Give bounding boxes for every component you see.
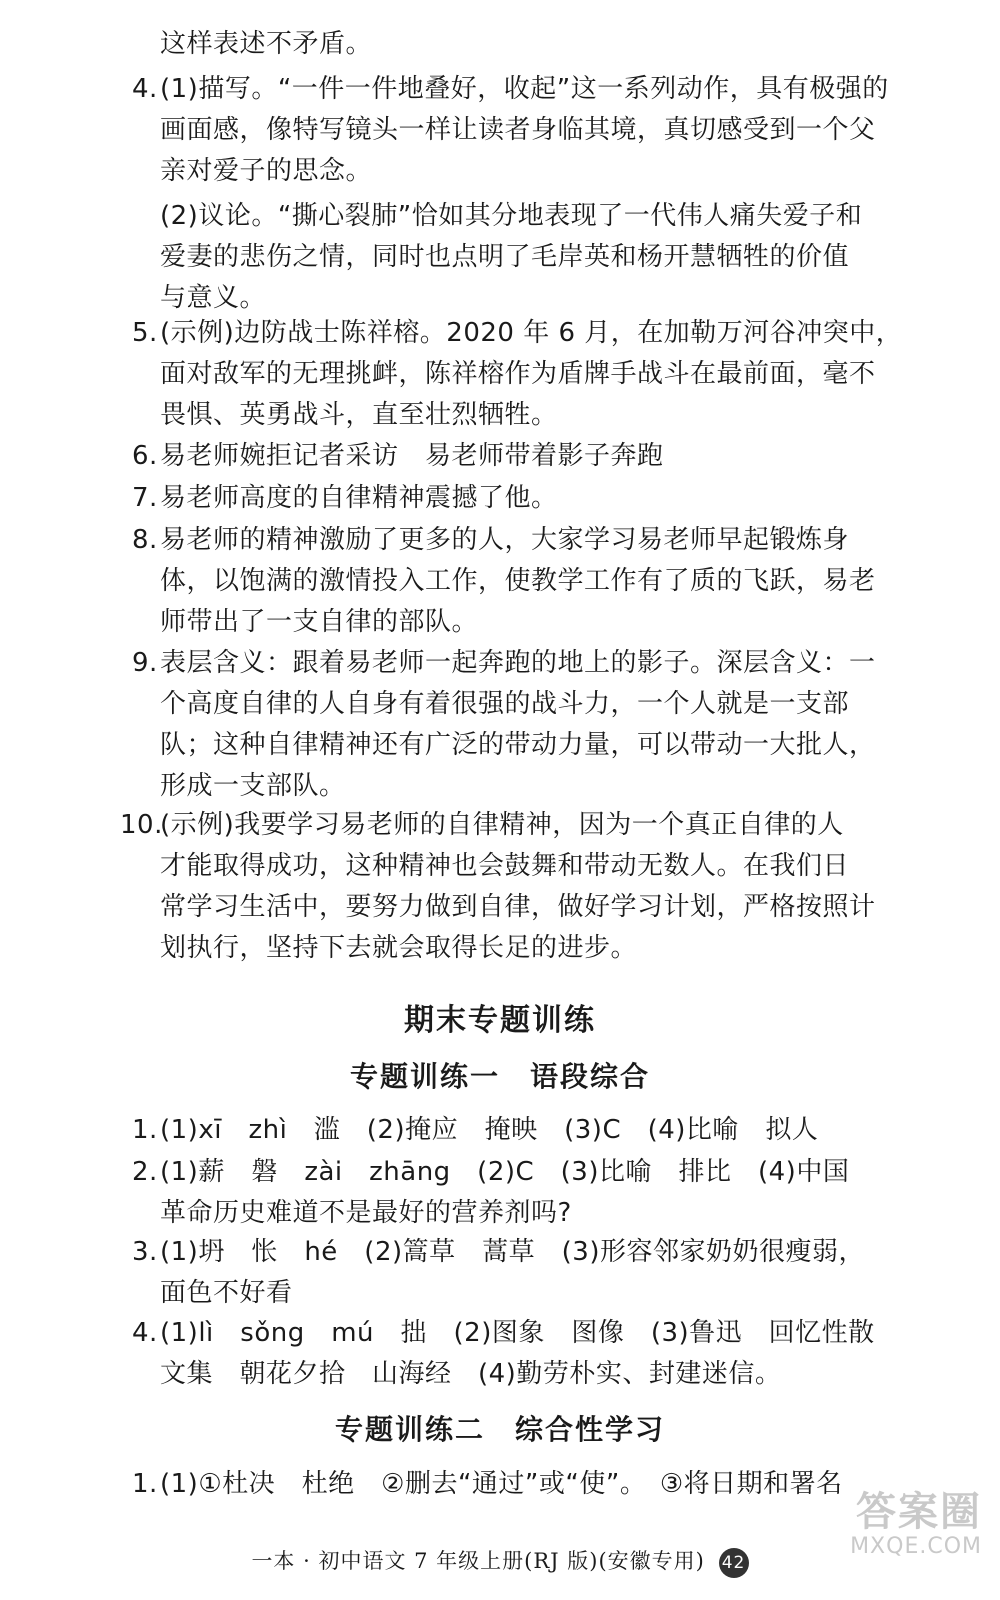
text-line: 文集 朝花夕拾 山海经 (4)勤劳朴实、封建迷信。 [160,1359,782,1389]
text-line: 这样表述不矛盾。 [160,29,373,59]
text-line: 革命历史难道不是最好的营养剂吗? [160,1198,572,1228]
text-line: 爱妻的悲伤之情，同时也点明了毛岸英和杨开慧牺牲的价值 [160,242,850,272]
answer-item-5 [132,313,903,436]
watermark-title: 答案圈 [856,1489,982,1535]
topic-title: 专题训练二 综合性学习 [334,1413,665,1446]
text-line: 面对敌军的无理挑衅，陈祥榕作为盾牌手战斗在最前面，毫不 [160,359,876,389]
continuation-text [160,24,830,65]
item-number: 8. [132,525,158,555]
topic1-item-2 [132,1152,850,1234]
text-line: 易老师的精神激励了更多的人，大家学习易老师早起锻炼身 [160,525,850,555]
topic1-item-1 [132,1110,830,1151]
page-number-badge: 42 [719,1548,749,1578]
text-line: 亲对爱子的思念。 [160,156,373,186]
text-line: 常学习生活中，要努力做到自律，做好学习计划，严格按照计 [160,892,876,922]
answer-item-10 [120,805,876,969]
item-number: 5. [132,318,158,348]
item-number: 1. [132,1115,158,1145]
watermark-logo [812,1490,982,1560]
item-number: 6. [132,441,158,471]
topic1-item-4 [132,1313,875,1395]
topic2-item-1 [132,1464,843,1505]
item-number: 7. [132,483,158,513]
text-line: (1)薪 磐 zài zhāng (2)C (3)比喻 排比 (4)中国 [160,1157,850,1187]
watermark-url: MXQE.COM [850,1534,982,1559]
answer-item-8 [132,520,876,643]
item-number: 2. [132,1157,158,1187]
item-number: 3. [132,1237,158,1267]
item-number: 4. [132,74,158,104]
answer-item-7 [132,478,830,519]
item-number: 9. [132,648,158,678]
text-line: 师带出了一支自律的部队。 [160,607,479,637]
answer-item-6 [132,436,830,477]
text-line: (1)lì sǒng mú 拙 (2)图象 图像 (3)鲁迅 回忆性散 [160,1318,875,1348]
topic-title: 专题训练一 语段综合 [349,1060,650,1093]
text-line: (1)描写。“一件一件地叠好，收起”这一系列动作，具有极强的 [160,74,889,104]
text-line: (1)xī zhì 滥 (2)掩应 掩映 (3)C (4)比喻 拟人 [160,1115,819,1145]
answer-item-4 [132,69,889,319]
footer-text: 一本 · 初中语文 7 年级上册(RJ 版)(安徽专用) [251,1549,705,1573]
topic1-item-3 [132,1232,865,1314]
text-line: 体，以饱满的激情投入工作，使教学工作有了质的飞跃，易老 [160,566,876,596]
answer-item-9 [132,643,876,807]
text-line: (1)①杜决 杜绝 ②删去“通过”或“使”。 ③将日期和署名 [160,1469,843,1499]
text-line: 易老师婉拒记者采访 易老师带着影子奔跑 [160,441,664,471]
text-line: (示例)边防战士陈祥榕。2020 年 6 月，在加勒万河谷冲突中， [160,318,903,348]
text-line: 划执行，坚持下去就会取得长足的进步。 [160,933,638,963]
text-line: 表层含义：跟着易老师一起奔跑的地上的影子。深层含义：一 [160,648,876,678]
text-line: 队；这种自律精神还有广泛的带动力量，可以带动一大批人， [160,730,876,760]
text-line: (示例)我要学习易老师的自律精神，因为一个真正自律的人 [160,810,844,840]
section-title: 期末专题训练 [404,1003,596,1038]
item-number: 4. [132,1318,158,1348]
text-line: 个高度自律的人自身有着很强的战斗力，一个人就是一支部 [160,689,850,719]
text-line: (1)坍 怅 hé (2)篙草 蒿草 (3)形容邻家奶奶很瘦弱， [160,1237,865,1267]
text-line: 与意义。 [160,283,267,313]
item-number: 10. [120,810,163,840]
text-line: 形成一支部队。 [160,771,346,801]
text-line: 才能取得成功，这种精神也会鼓舞和带动无数人。在我们日 [160,851,850,881]
text-line: 易老师高度的自律精神震撼了他。 [160,483,558,513]
text-line: (2)议论。“撕心裂肺”恰如其分地表现了一代伟人痛失爱子和 [160,201,863,231]
item-number: 1. [132,1469,158,1499]
text-line: 面色不好看 [160,1278,293,1308]
text-line: 画面感，像特写镜头一样让读者身临其境，真切感受到一个父 [160,115,876,145]
text-line: 畏惧、英勇战斗，直至壮烈牺牲。 [160,400,558,430]
